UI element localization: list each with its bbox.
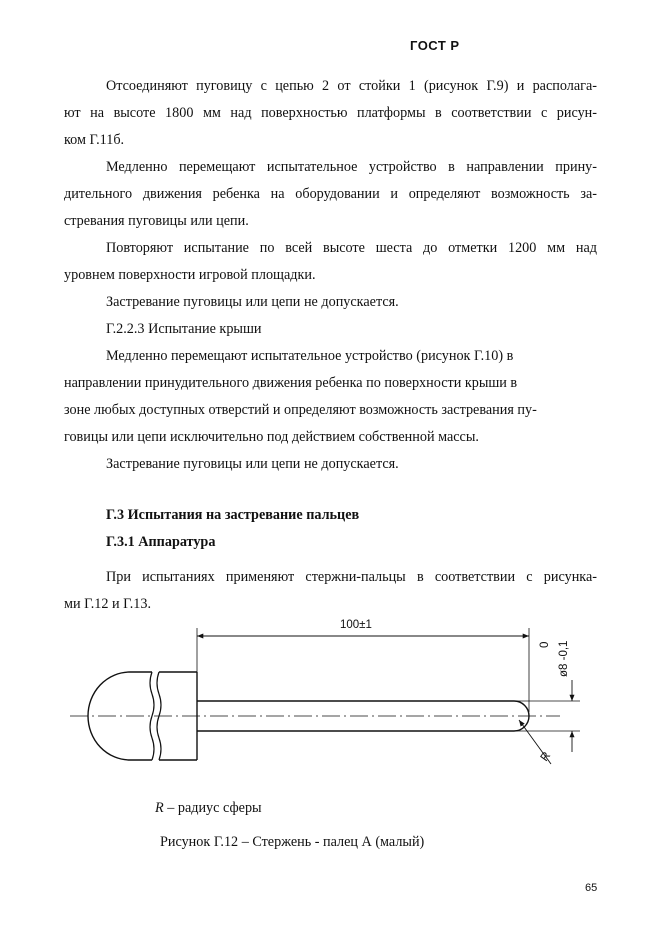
legend-text: – радиус сферы	[163, 800, 262, 816]
section-label: Г.2.2.3 Испытание крыши	[106, 321, 262, 337]
paragraph-line: Медленно перемещают испытательное устройство в направлении прину-	[106, 159, 597, 175]
paragraph-line: уровнем поверхности игровой площадки.	[64, 267, 316, 283]
diameter-dimension-label: ø8 -0,1	[558, 640, 570, 677]
break-line	[150, 672, 154, 760]
length-dimension-label: 100±1	[340, 619, 372, 631]
diameter-upper-label: 0	[539, 641, 551, 648]
subsection-heading: Г.3.1 Аппаратура	[106, 534, 216, 550]
figure-legend	[155, 800, 262, 817]
section-heading: Г.3 Испытания на застревание пальцев	[106, 507, 360, 523]
paragraph-line: ком Г.11б.	[64, 132, 125, 148]
document-header: ГОСТ Р	[410, 38, 460, 53]
figure-caption: Рисунок Г.12 – Стержень - палец А (малый)	[160, 834, 425, 850]
paragraph-line: Застревание пуговицы или цепи не допускается.	[106, 294, 399, 310]
paragraph-line: Застревание пуговицы или цепи не допускается.	[106, 456, 399, 472]
paragraph-line: говицы или цепи исключительно под действием собственной массы.	[64, 429, 479, 445]
legend-symbol: R	[155, 800, 164, 816]
radius-label: R	[538, 750, 554, 764]
paragraph-line: При испытаниях применяют стержни-пальцы в соответствии с рисунка-	[106, 569, 597, 585]
paragraph-line: направлении принудительного движения ребенка по поверхности крыши в	[64, 375, 518, 391]
paragraph-line: зоне любых доступных отверстий и определяют возможность застревания пу-	[64, 402, 537, 418]
paragraph-line: ют на высоте 1800 мм над поверхностью платформы в соответствии с рисун-	[64, 105, 597, 121]
paragraph-line: ми Г.12 и Г.13.	[64, 596, 152, 612]
paragraph-line: Медленно перемещают испытательное устройство (рисунок Г.10) в	[106, 348, 514, 364]
paragraph-line: Повторяют испытание по всей высоте шеста до отметки 1200 мм над	[106, 240, 597, 256]
paragraph-line: Отсоединяют пуговицу с цепью 2 от стойки 1 (рисунок Г.9) и располага-	[106, 78, 597, 94]
paragraph-line: стревания пуговицы или цепи.	[64, 213, 249, 229]
page-number: 65	[585, 882, 598, 894]
paragraph-line: дительного движения ребенка на оборудовании и определяют возможность за-	[64, 186, 597, 202]
